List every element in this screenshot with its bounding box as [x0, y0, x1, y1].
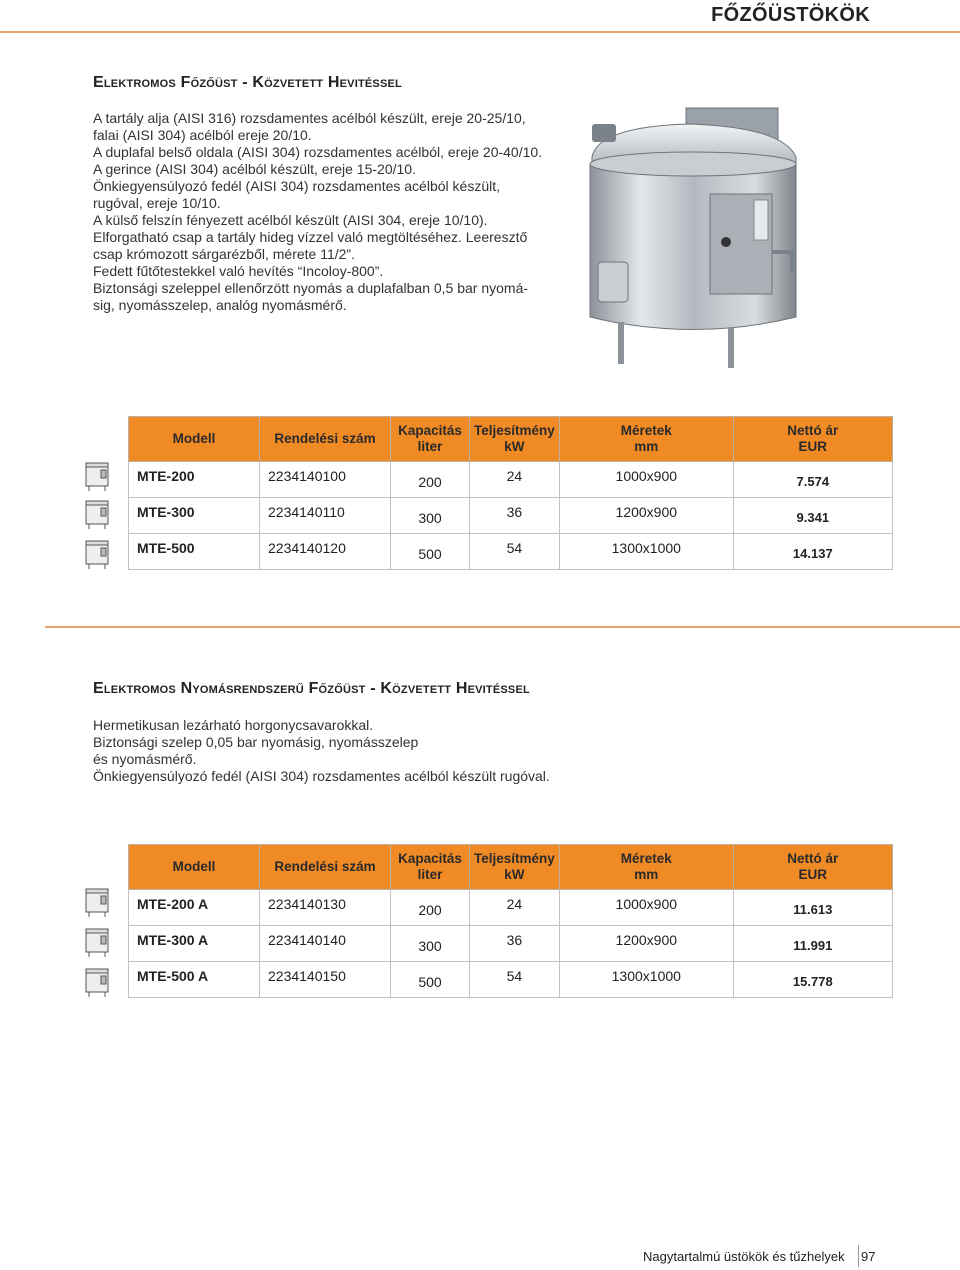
header-code: Rendelési szám [260, 845, 391, 890]
header-code: Rendelési szám [260, 417, 391, 462]
header-rule [0, 31, 960, 33]
header-capacity-unit: liter [417, 867, 443, 882]
cell-capacity: 500 [391, 962, 470, 998]
header-performance [470, 845, 560, 890]
header-dimensions-unit: mm [634, 867, 659, 882]
header-price [733, 845, 892, 890]
cell-price: 11.613 [733, 890, 892, 926]
section1-description [93, 110, 542, 314]
desc-line: A duplafal belső oldala (AISI 304) rozsdamentes acélból, ereje 20-40/10. [93, 144, 543, 160]
cell-code: 2234140140 [260, 926, 391, 962]
desc-line: csap krómozott sárgarézből, mérete 11/2”. [93, 246, 355, 262]
kettle-thumbnail-icon [83, 886, 113, 918]
cell-model: MTE-500 A [129, 962, 260, 998]
header-price-unit: EUR [798, 867, 828, 882]
desc-line: A tartály alja (AISI 316) rozsdamentes acélból készült, ereje 20-25/10, [93, 110, 526, 126]
header-dimensions-unit: mm [634, 439, 659, 454]
cell-capacity: 200 [391, 462, 470, 498]
cell-performance: 54 [470, 962, 560, 998]
kettle-thumbnail-icon [83, 460, 113, 492]
desc-line: Önkiegyensúlyozó fedél (AISI 304) rozsdamentes acélból készült rugóval. [93, 768, 550, 784]
page-header-title: FŐZŐÜSTÖKÖK [711, 4, 870, 26]
table-row [129, 890, 893, 926]
cell-dimensions: 1300x1000 [559, 534, 733, 570]
footer-section-name: Nagytartalmú üstökök és tűzhelyek [643, 1249, 845, 1264]
table-row [129, 462, 893, 498]
cell-price: 14.137 [733, 534, 892, 570]
header-model: Modell [129, 417, 260, 462]
cell-performance: 36 [470, 926, 560, 962]
cell-model: MTE-200 [129, 462, 260, 498]
header-model: Modell [129, 845, 260, 890]
cell-model: MTE-300 A [129, 926, 260, 962]
header-price-label: Nettó ár [787, 423, 839, 438]
cell-capacity: 200 [391, 890, 470, 926]
header-performance-unit: kW [504, 439, 525, 454]
section2-title: Elektromos Nyomásrendszerű Főzőüst - Közvetett Hevitéssel [93, 680, 530, 697]
header-performance-unit: kW [504, 867, 525, 882]
cell-code: 2234140120 [260, 534, 391, 570]
header-performance [470, 417, 560, 462]
cell-code: 2234140150 [260, 962, 391, 998]
cell-dimensions: 1000x900 [559, 462, 733, 498]
table-row [129, 926, 893, 962]
section-divider [45, 626, 960, 628]
cell-performance: 36 [470, 498, 560, 534]
page-header [0, 0, 960, 36]
table-header-row [129, 417, 893, 462]
cell-price: 15.778 [733, 962, 892, 998]
desc-line: A gerince (AISI 304) acélból készült, ereje 15-20/10. [93, 161, 416, 177]
kettle-thumbnail-icon [83, 538, 113, 570]
header-capacity-unit: liter [417, 439, 443, 454]
boiling-kettle-photo [578, 102, 808, 372]
header-capacity [391, 845, 470, 890]
header-dimensions-label: Méretek [620, 423, 672, 438]
cell-performance: 24 [470, 462, 560, 498]
cell-capacity: 500 [391, 534, 470, 570]
cell-model: MTE-200 A [129, 890, 260, 926]
header-dimensions-label: Méretek [620, 851, 672, 866]
desc-line: Biztonsági szeleppel ellenőrzött nyomás a duplafalban 0,5 bar nyomá- [93, 280, 529, 296]
page-number: 97 [861, 1249, 876, 1264]
cell-dimensions: 1200x900 [559, 498, 733, 534]
header-dimensions [559, 417, 733, 462]
desc-line: A külső felszín fényezett acélból készült (AISI 304, ereje 10/10). [93, 212, 488, 228]
kettle-thumbnail-icon [83, 966, 113, 998]
kettle-thumbnail-icon [83, 498, 113, 530]
desc-line: Fedett fűtőtestekkel való hevítés “Incoloy-800”. [93, 263, 384, 279]
cell-price: 11.991 [733, 926, 892, 962]
desc-line: Önkiegyensúlyozó fedél (AISI 304) rozsdamentes acélból készült, [93, 178, 500, 194]
cell-model: MTE-300 [129, 498, 260, 534]
section2-description [93, 717, 550, 785]
kettle-thumbnail-icon [83, 926, 113, 958]
header-performance-label: Teljesítmény [474, 851, 555, 866]
cell-capacity: 300 [391, 926, 470, 962]
product-table-2 [128, 844, 893, 998]
desc-line: rugóval, ereje 10/10. [93, 195, 221, 211]
table-header-row [129, 845, 893, 890]
product-table-1 [128, 416, 893, 570]
cell-performance: 54 [470, 534, 560, 570]
table-row [129, 498, 893, 534]
cell-code: 2234140100 [260, 462, 391, 498]
section1-title: Elektromos Főzőüst - Közvetett Hevitéssel [93, 74, 402, 91]
desc-line: falai (AISI 304) acélból ereje 20/10. [93, 127, 312, 143]
header-price-unit: EUR [798, 439, 828, 454]
header-capacity [391, 417, 470, 462]
desc-line: Biztonsági szelep 0,05 bar nyomásig, nyomásszelep [93, 734, 419, 750]
desc-line: sig, nyomásszelep, analóg nyomásmérő. [93, 297, 347, 313]
header-price-label: Nettó ár [787, 851, 839, 866]
header-capacity-label: Kapacitás [398, 851, 462, 866]
header-performance-label: Teljesítmény [474, 423, 555, 438]
desc-line: és nyomásmérő. [93, 751, 197, 767]
cell-dimensions: 1300x1000 [559, 962, 733, 998]
cell-price: 9.341 [733, 498, 892, 534]
cell-performance: 24 [470, 890, 560, 926]
table-row [129, 962, 893, 998]
header-capacity-label: Kapacitás [398, 423, 462, 438]
cell-capacity: 300 [391, 498, 470, 534]
cell-code: 2234140110 [260, 498, 391, 534]
cell-code: 2234140130 [260, 890, 391, 926]
table-row [129, 534, 893, 570]
desc-line: Hermetikusan lezárható horgonycsavarokkal. [93, 717, 374, 733]
cell-dimensions: 1000x900 [559, 890, 733, 926]
desc-line: Elforgatható csap a tartály hideg vízzel való megtöltéséhez. Leeresztő [93, 229, 528, 245]
cell-dimensions: 1200x900 [559, 926, 733, 962]
cell-price: 7.574 [733, 462, 892, 498]
header-dimensions [559, 845, 733, 890]
header-price [733, 417, 892, 462]
footer-divider [858, 1245, 859, 1267]
cell-model: MTE-500 [129, 534, 260, 570]
